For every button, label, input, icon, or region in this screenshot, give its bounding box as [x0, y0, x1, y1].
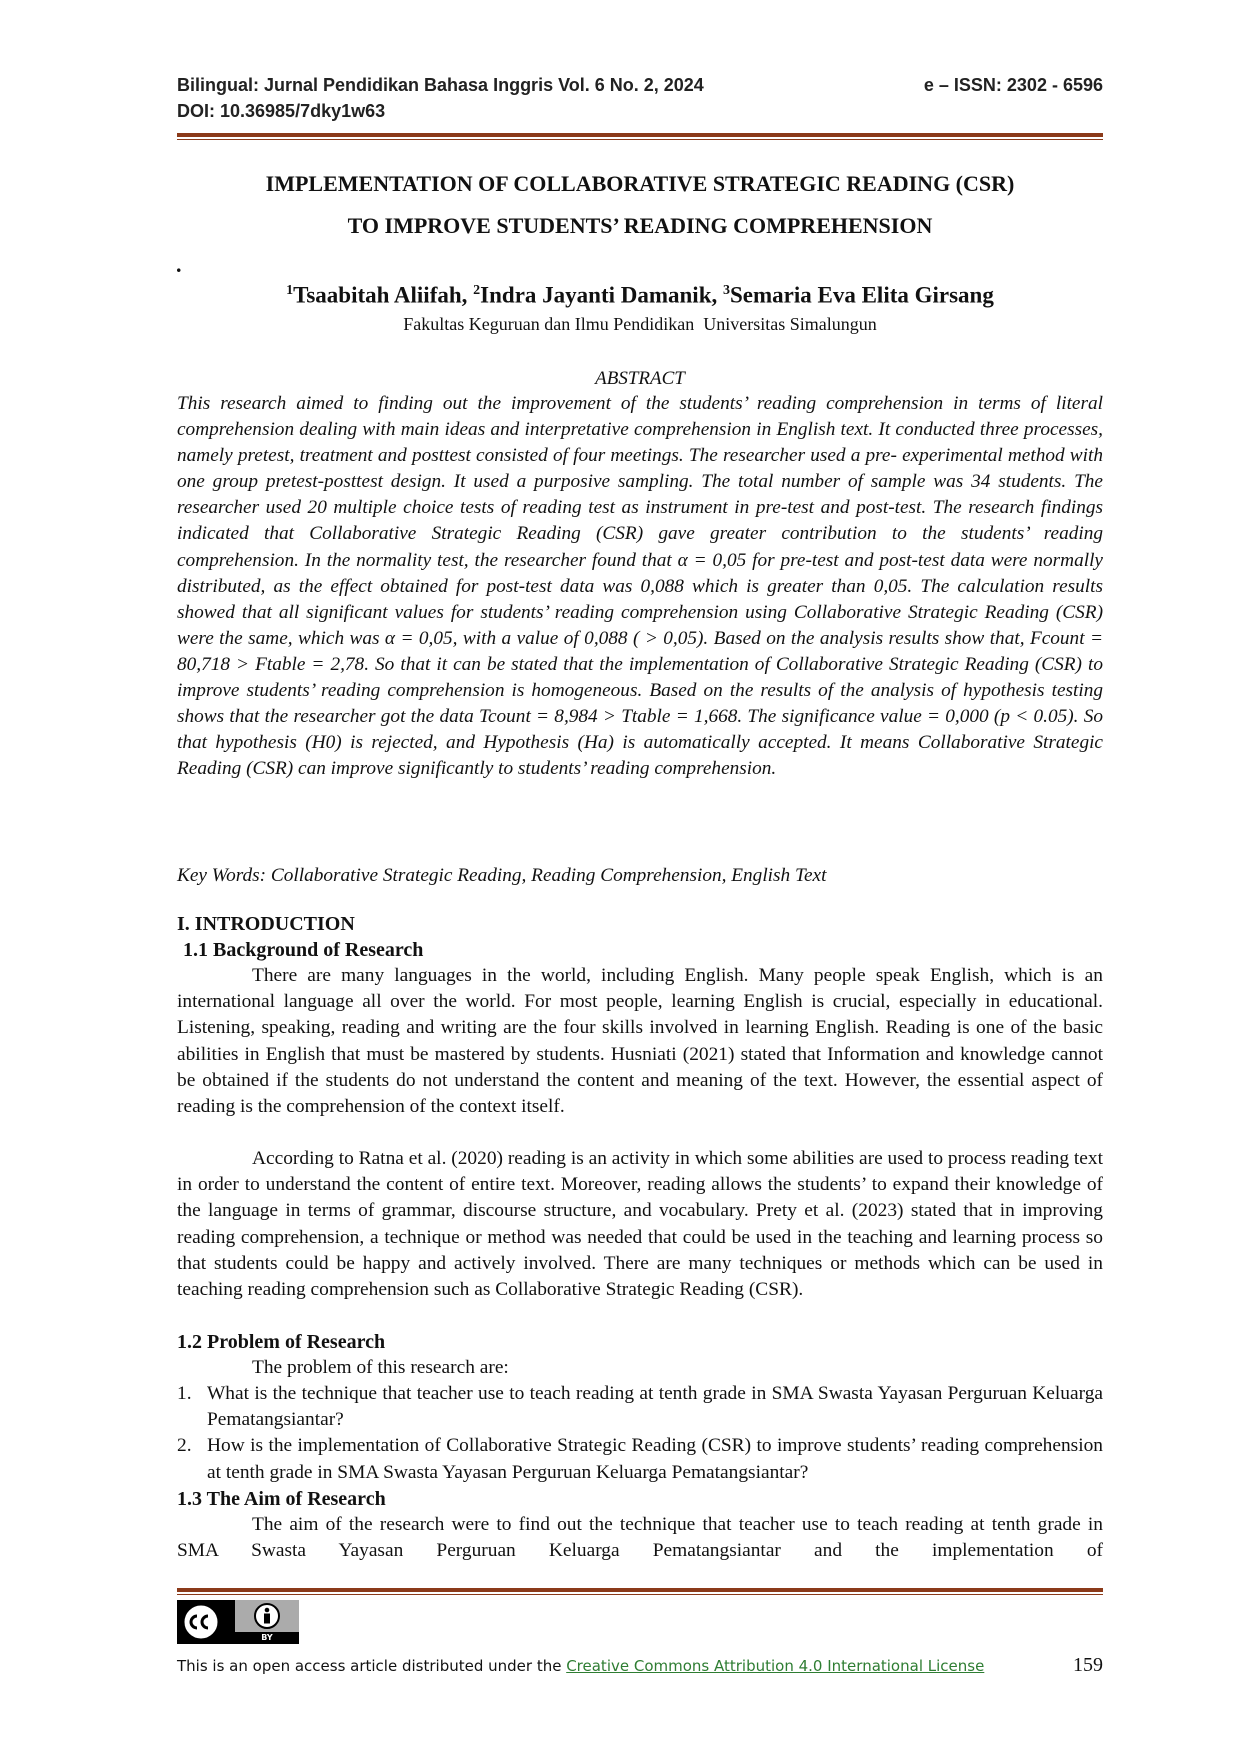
list-item-number: 2. — [177, 1435, 192, 1457]
license-statement — [177, 1656, 984, 1676]
paper-title — [177, 163, 1103, 247]
footer-rule-thin — [177, 1594, 1103, 1595]
license-prefix: This is an open access article distributed under the — [177, 1657, 567, 1675]
subsection-heading-background: 1.1 Background of Research — [183, 939, 424, 961]
doi: DOI: 10.36985/7dky1w63 — [177, 101, 386, 121]
paragraph-background-2: According to Ratna et al. (2020) reading is an activity in which some abilities are used to process reading text in order to understand the content of entire text. Moreover, reading allows the students’ to expand their knowledge of the language in terms of grammar, discourse structure, and vocabulary. Prety et al. (2023) stated that in improving reading comprehension, a technique or method was needed that could be used in the teaching and learning process so that students could be happy and actively involved. There are many techniques or methods which can be used in teaching reading comprehension such as Collaborative Strategic Reading (CSR). — [177, 1148, 1103, 1301]
author-1-name: Tsaabitah Aliifah, — [293, 282, 474, 308]
list-item-text: What is the technique that teacher use to teach reading at tenth grade in SMA Swasta Yayasan Perguruan Keluarga Pematangsiantar? — [207, 1383, 1103, 1431]
author-list — [177, 276, 1103, 311]
problem-list — [177, 1381, 1103, 1486]
author-3-sup: 3 — [722, 283, 730, 298]
subsection-heading-aim: 1.3 The Aim of Research — [177, 1488, 386, 1510]
page-number: 159 — [1073, 1654, 1103, 1676]
author-3-name: Semaria Eva Elita Girsang — [729, 282, 994, 308]
section-heading-introduction: I. INTRODUCTION — [177, 913, 355, 935]
license-link[interactable]: Creative Commons Attribution 4.0 International License — [566, 1657, 985, 1675]
footer-rule — [177, 1588, 1103, 1592]
title-line-1: IMPLEMENTATION OF COLLABORATIVE STRATEGIC READING (CSR) — [265, 171, 1015, 196]
author-1-sup: 1 — [286, 283, 294, 298]
author-2-name: Indra Jayanti Damanik, — [480, 282, 723, 308]
keywords: Key Words: Collaborative Strategic Reading, Reading Comprehension, English Text — [177, 865, 827, 886]
abstract-heading: ABSTRACT — [595, 368, 685, 389]
journal-name: Bilingual: Jurnal Pendidikan Bahasa Inggris Vol. 6 No. 2, 2024 — [177, 75, 704, 95]
header-rule-thin — [177, 139, 1103, 140]
cc-by-label: BY — [235, 1632, 299, 1644]
stray-dot: . — [176, 252, 182, 277]
author-2-sup: 2 — [473, 283, 481, 298]
list-item-text: How is the implementation of Collaborative Strategic Reading (CSR) to improve students’ reading comprehension at tenth grade in SMA Swasta Yayasan Perguruan Keluarga Pematangsiantar? — [207, 1435, 1103, 1483]
issn: e – ISSN: 2302 - 6596 — [923, 75, 1103, 95]
header-rule — [177, 133, 1103, 137]
list-item — [177, 1433, 1103, 1485]
subsection-heading-problem: 1.2 Problem of Research — [177, 1331, 386, 1353]
running-header — [177, 72, 1103, 124]
abstract-text: This research aimed to finding out the improvement of the students’ reading comprehension in terms of literal comprehension dealing with main ideas and interpretative comprehension in English text. It conducted three processes, namely pretest, treatment and posttest consisted of four meetings. The researcher used a pre- experimental method with one group pretest-posttest design. It used a purposive sampling. The total number of sample was 34 students. The researcher used 20 multiple choice tests of reading test as instrument in pre-test and post-test. The research findings indicated that Collaborative Strategic Reading (CSR) gave greater contribution to the students’ reading comprehension. In the normality test, the researcher found that α = 0,05 for pre-test and post-test data were normally distributed, as the effect obtained for post-test data was 0,088 which is greater than 0,05. The calculation results showed that all significant values for students’ reading comprehension using Collaborative Strategic Reading (CSR) were the same, which was α = 0,05, with a value of 0,088 ( > 0,05). Based on the analysis results show that, Fcount = 80,718 > Ftable = 2,78. So that it can be stated that the implementation of Collaborative Strategic Reading (CSR) to improve students’ reading comprehension is homogeneous. Based on the results of the analysis of hypothesis testing shows that the researcher got the data Tcount = 8,984 > Ttable = 1,668. The significance value = 0,000 (p < 0.05). So that hypothesis (H0) is rejected, and Hypothesis (Ha) is automatically accepted. It means Collaborative Strategic Reading (CSR) can improve significantly to students’ reading comprehension. — [177, 393, 1103, 780]
list-item-number: 1. — [177, 1383, 192, 1404]
problem-intro: The problem of this research are: — [252, 1357, 509, 1378]
paragraph-background-1: There are many languages in the world, including English. Many people speak English, which is an international language all over the world. For most people, learning English is crucial, especially in educational. Listening, speaking, reading and writing are the four skills involved in learning English. Reading is one of the basic abilities in English that must be mastered by students. Husniati (2021) stated that Information and knowledge cannot be obtained if the students do not understand the content and meaning of the text. However, the essential aspect of reading is the comprehension of the context itself. — [177, 965, 1103, 1118]
paragraph-aim: The aim of the research were to find out the technique that teacher use to teach reading at tenth grade in SMA Swasta Yayasan Perguruan Keluarga Pematangsiantar and the implementation of — [177, 1514, 1103, 1562]
title-line-2: TO IMPROVE STUDENTS’ READING COMPREHENSION — [347, 213, 933, 238]
list-item — [177, 1381, 1103, 1433]
cc-by-license-badge[interactable] — [177, 1600, 299, 1644]
affiliation: Fakultas Keguruan dan Ilmu Pendidikan Universitas Simalungun — [403, 314, 877, 334]
